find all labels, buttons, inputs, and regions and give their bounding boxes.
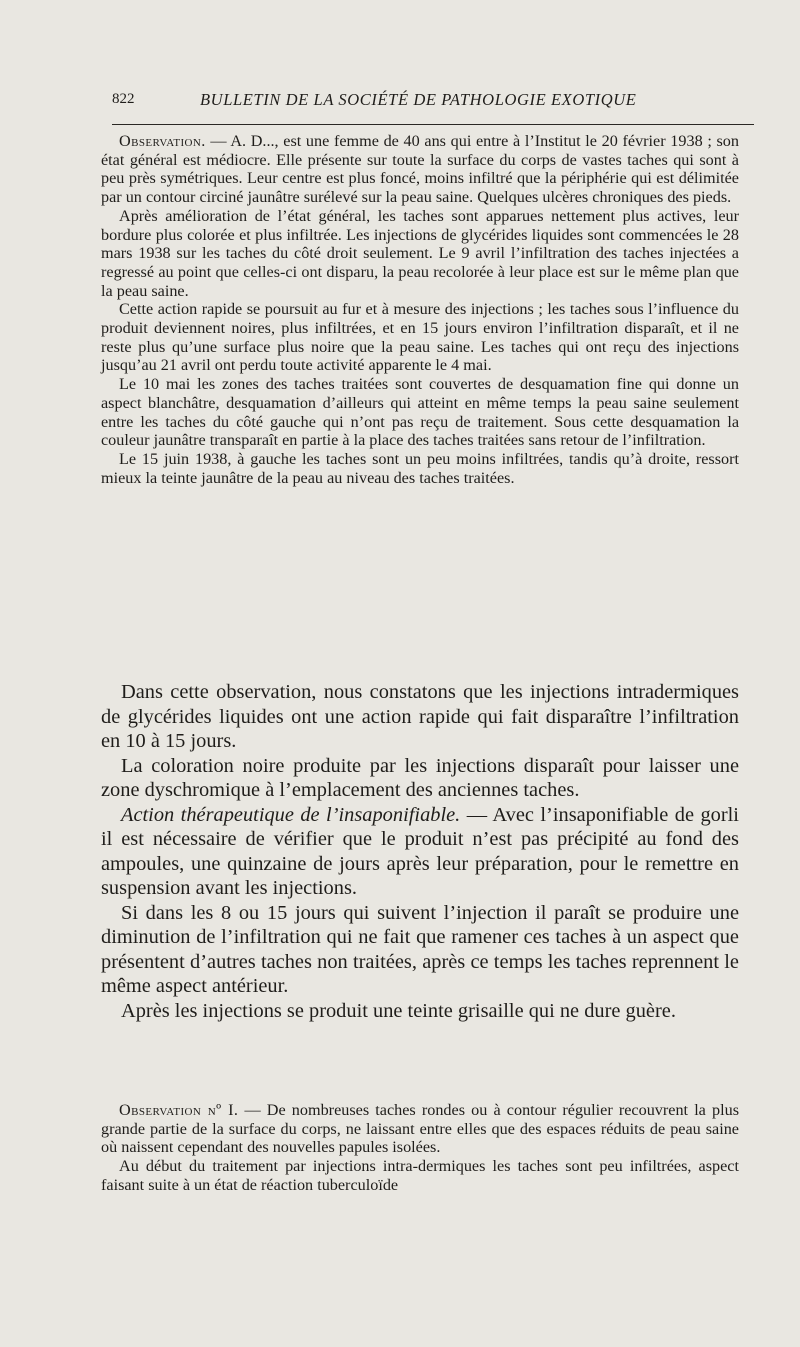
observation-a-paragraph-3: Cette action rapide se poursuit au fur et à mesure des injections ; les taches sous l’influence du produit deviennent noires, plus infiltrées, et en 15 jours environ l’infiltration disparaît, et il ne reste plus qu’une surface plus noire que la peau saine. Les taches qui ont reçu des injections jusqu’au 21 avril ont perdu toute activité apparente le 4 mai. xyxy=(101,300,739,375)
observation-1-paragraph-2: Au début du traitement par injections intra-dermiques les taches sont peu infiltrées, aspect faisant suite à un état de réaction tuberculoïde xyxy=(101,1157,739,1194)
main-paragraph-2: La coloration noire produite par les injections disparaît pour laisser une zone dyschromique à l’emplacement des anciennes taches. xyxy=(101,754,739,801)
observation-a-paragraph-5: Le 15 juin 1938, à gauche les taches sont un peu moins infiltrées, tandis qu’à droite, ressort mieux la teinte jaunâtre de la peau au niveau des taches traitées. xyxy=(101,449,739,487)
section-text: — Avec l’insaponifiable de gorli il est nécessaire de vérifier que le produit n’est pas précipité au fond des ampoules, une quinzaine de jours après leur préparation, pour le remettre en suspension avant les injections. xyxy=(101,803,739,899)
main-paragraph-5: Après les injections se produit une teinte grisaille qui ne dure guère. xyxy=(121,999,676,1022)
section-paragraph xyxy=(101,803,739,901)
observation-1 xyxy=(101,1101,739,1195)
observation-1-text: — De nombreuses taches rondes ou à contour régulier recouvrent la plus grande partie de la surface du corps, ne laissant entre elles que des espaces réduits de peau saine où naissent cependant des nouvelles papules isolées. xyxy=(101,1101,739,1157)
running-title: BULLETIN DE LA SOCIÉTÉ DE PATHOLOGIE EXOTIQUE xyxy=(200,90,637,109)
observation-a-heading: Observation. xyxy=(119,132,206,150)
observation-a-paragraph-2: Après amélioration de l’état général, les taches sont apparues nettement plus actives, leur bordure plus colorée et plus infiltrée. Les injections de glycérides liquides sont commencées le 28 mars 1938 sur les taches du côté droit seulement. Le 9 avril l’infiltration des taches injectées a regressé au point que celles-ci ont disparu, la peau recolorée à leur place est sur le même plan que la peau saine. xyxy=(101,206,739,300)
observation-a-paragraph-4: Le 10 mai les zones des taches traitées sont couvertes de desquamation fine qui donne un aspect blanchâtre, desquamation d’ailleurs qui atteint en même temps la peau saine seulement entre les taches du côté gauche qui n’ont pas reçu de traitement. Sous cette desquamation la couleur jaunâtre transparaît en partie à la place des taches traitées sans retour de l’infiltration. xyxy=(101,375,739,450)
observation-a-paragraph-1 xyxy=(101,132,739,207)
observation-a xyxy=(101,132,739,487)
section-heading: Action thérapeutique de l’insaponifiable. xyxy=(121,803,461,826)
main-paragraph-4: Si dans les 8 ou 15 jours qui suivent l’injection il paraît se produire une diminution de l’infiltration qui ne fait que ramener ces taches à un aspect que présentent d’autres taches non traitées, après ce temps les taches reprennent le même aspect antérieur. xyxy=(101,901,739,997)
main-paragraph-1: Dans cette observation, nous constatons que les injections intradermiques de glycérides liquides ont une action rapide qui fait disparaître l’infiltration en 10 à 15 jours. xyxy=(101,681,739,752)
observation-a-text: — A. D..., est une femme de 40 ans qui entre à l’Institut le 20 février 1938 ; son état général est médiocre. Elle présente sur toute la surface du corps de vastes taches qui sont à peu près symétriques. Leur centre est plus foncé, moins infiltré que la périphérie qui est délimitée par un contour circiné jaunâtre surélevé sur la peau saine. Quelques ulcères chroniques des pieds. xyxy=(101,132,739,207)
page-header xyxy=(112,88,754,125)
observation-1-paragraph-1 xyxy=(101,1101,739,1157)
page-number: 822 xyxy=(112,91,135,107)
main-text xyxy=(101,680,739,1023)
observation-1-heading: Observation nº I. xyxy=(119,1101,239,1119)
